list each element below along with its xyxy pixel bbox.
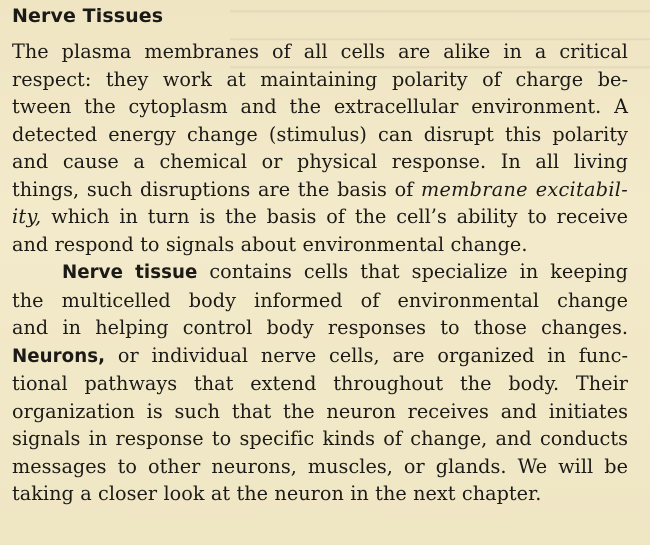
text-line [12, 258, 628, 287]
text-line: tween the cytoplasm and the extracellular environment. A [12, 95, 628, 118]
text-run: or individual nerve cells, are organized in func- [105, 343, 628, 367]
text-line [12, 176, 628, 204]
text-line: organization is such that the neuron receives and initiates [12, 399, 628, 423]
text-run: which in turn is the basis of the cell’s ability to receive [41, 205, 628, 228]
text-line [12, 342, 628, 371]
text-line: detected energy change (stimulus) can disrupt this polarity [12, 122, 628, 146]
text-line: The plasma membranes of all cells are alike in a critical [12, 40, 628, 63]
text-line: and cause a chemical or physical response. In all living [12, 150, 628, 173]
text-line: and in helping control body responses to those changes. [12, 316, 628, 339]
section-heading: Nerve Tissues [12, 5, 164, 27]
text-line: and respond to signals about environmental change. [12, 232, 528, 256]
text-line: the multicelled body informed of environmental change [12, 288, 628, 312]
bold-term-neurons: Neurons, [12, 345, 106, 367]
text-line: tional pathways that extend throughout the body. Their [12, 372, 628, 395]
paragraph-nerve-tissue [12, 258, 628, 508]
text-run: things, such disruptions are the basis of [12, 177, 422, 201]
text-run: contains cells that specialize in keeping [197, 260, 628, 283]
text-line: messages to other neurons, muscles, or glands. We will be [12, 454, 628, 478]
italic-term-continuation: ity, [12, 205, 42, 228]
text-line: signals in response to specific kinds of change, and conducts [12, 427, 628, 450]
text-line: taking a closer look at the neuron in the next chapter. [12, 482, 542, 505]
bold-term-nerve-tissue: Nerve tissue [62, 262, 198, 283]
italic-term-membrane-excitability: membrane excitabil- [421, 177, 628, 201]
text-line [12, 203, 628, 231]
text-line: respect: they work at maintaining polarity of charge be- [12, 67, 628, 91]
paragraph-membranes [12, 38, 628, 258]
